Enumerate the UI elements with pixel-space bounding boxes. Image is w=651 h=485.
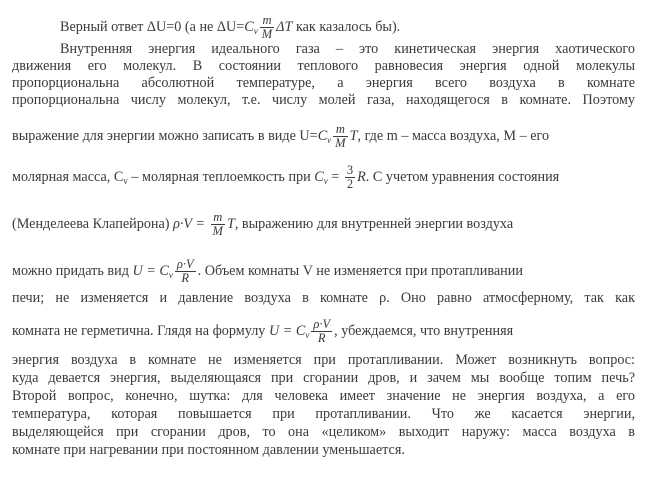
delta-t: ΔT [276,18,293,35]
paragraph-line: выделяющейся при сгорании дров, то она «целиком» выходит наружу: масса воздуха в [12,424,635,440]
paragraph-line: движения его молекул. В состоянии теплового равновесия энергия одной молекулы [12,58,635,74]
paragraph-line: Внутренняя энергия идеального газа – это кинетическая энергия хаотического [60,41,635,57]
paragraph-line: комнате при нагревании при постоянном давлении уменьшается. [12,442,405,458]
fraction-m-over-M: $\frac{m}{M}$ [261,13,273,41]
paragraph-line: Второй вопрос, конечно, шутка: для человека имеет значение не энергия воздуха, а его [12,388,635,404]
answer-tail: как казалось бы). [292,18,401,35]
formula-cv: $C_v$ [244,18,258,36]
fraction-3-over-2: $\frac{3}{2}$ [346,163,354,191]
formula-line-state-equation: (Менделеева Клапейрона) ρ·V = $\frac{m}{M}$ T, выражению для внутренней энергии воздуха [12,210,514,238]
formula-line-heat-capacity: молярная масса, $C_v$ – молярная теплоемкость при $C_v$ = $\frac{3}{2}$ R. С учетом уравнения состояния [12,163,560,191]
answer-text: Верный ответ ΔU=0 (а не ΔU= [60,18,245,35]
fraction-m-over-M: $\frac{m}{M}$ [335,122,346,150]
fraction-m-over-M: $\frac{m}{M}$ [212,210,223,238]
formula-line-energy-volume: можно придать вид $U = C_v$ $\frac{\rho\cdot V}{R}$ . Объем комнаты V не изменяется при протапливании [12,257,523,285]
paragraph-line: печи; не изменяется и давление воздуха в комнате ρ. Оно равно атмосферному, так как [12,290,635,306]
paragraph-line: куда девается энергия, выделяющаяся при сгорании дров, и зачем мы вообще топим печь? [12,370,635,386]
fraction-pv-over-r: $\frac{\rho\cdot V}{R}$ [176,257,194,285]
formula-line-check: комната не герметична. Глядя на формулу $U = C_v$ $\frac{\rho\cdot V}{R}$ , убеждаемся, что внутренняя [12,317,514,345]
answer-line [60,14,635,41]
paragraph-line: энергия воздуха в комнате не изменяется при протапливании. Может возникнуть вопрос: [12,352,635,368]
paragraph-line: пропорциональна числу молекул, т.е. числу молей газа, находящегося в комнате. Поэтому [12,92,635,108]
paragraph-line: пропорциональна абсолютной температуре, а энергия всего воздуха в комнате [12,75,635,91]
paragraph-line: температура, которая повышается при протапливании. Что же касается энергии, [12,406,635,422]
fraction-pv-over-r: $\frac{\rho\cdot V}{R}$ [313,317,331,345]
formula-line-energy: выражение для энергии можно записать в виде $U=C_v$ $\frac{m}{M}$ T, где m – масса воздуха, М – его [12,122,550,150]
